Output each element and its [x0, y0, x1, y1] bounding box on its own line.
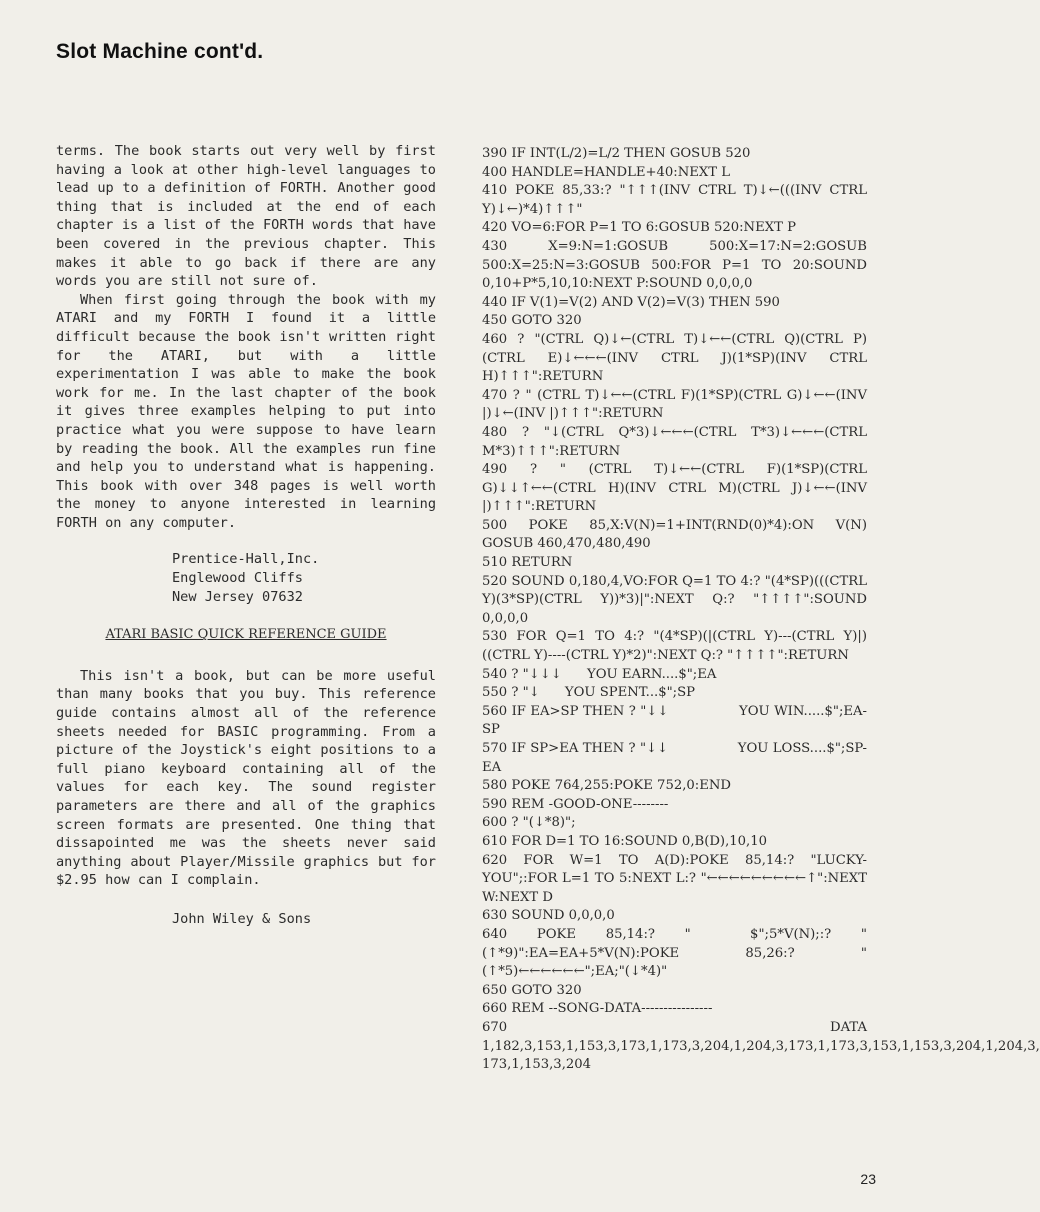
- code-line: 450 GOTO 320: [482, 313, 582, 329]
- publisher-line: Englewood Cliffs: [172, 570, 303, 587]
- publisher-address: [172, 550, 436, 606]
- review-paragraph: When first going through the book with my ATARI and my FORTH I found it a little difficult because the book isn't written right for the ATARI, but with a little experimentation I was able to make the book work for me. In the last chapter of the book it gives three examples helping to put into practice what you were suppose to have learn by reading the book. All the examples run fine and help you to understand what is happening. This book with over 348 pages is well worth the money to anyone interested in learning FORTH on any computer.: [56, 291, 436, 531]
- code-line: 650 GOTO 320: [482, 982, 582, 998]
- code-line: 560 IF EA>SP THEN ? "↓↓ YOU WIN.....$";EA-SP: [482, 703, 867, 738]
- code-line: 600 ? "(↓*8)";: [482, 815, 576, 831]
- code-line: 570 IF SP>EA THEN ? "↓↓ YOU LOSS....$";SP-EA: [482, 741, 867, 775]
- review-paragraph: terms. The book starts out very well by first having a look at other high-level languages to lead up to a definition of FORTH. Another good thing that is included at the end of each chapter is a list of the FORTH words that have been covered in the previous chapter. This makes it able to go back if there are any words you are still not sure of.: [56, 143, 436, 290]
- page-number: 23: [860, 1171, 876, 1187]
- code-line: 640 POKE 85,14:? " $";5*V(N);:? "(↑*9)":EA=EA+5*V(N):POKE 85,26:? "(↑*5)←←←←←←";EA;"(↓*4)": [482, 926, 867, 980]
- code-line: 470 ? " (CTRL T)↓←←(CTRL F)(1*SP)(CTRL G)↓←←(INV |)↓←(INV |)↑↑↑":RETURN: [482, 387, 872, 422]
- code-line: 420 VO=6:FOR P=1 TO 6:GOSUB 520:NEXT P: [482, 220, 796, 236]
- publisher-line: New Jersey 07632: [172, 588, 303, 605]
- code-line: 390 IF INT(L/2)=L/2 THEN GOSUB 520: [482, 146, 751, 161]
- code-line: 540 ? "↓↓↓ YOU EARN....$";EA: [482, 666, 717, 682]
- code-line: 550 ? "↓ YOU SPENT...$";SP: [482, 685, 696, 701]
- code-line: 530 FOR Q=1 TO 4:? "(4*SP)(|(CTRL Y)---(CTRL Y)|)((CTRL Y)----(CTRL Y)*2)":NEXT Q:? "↑↑↑↑":RETURN: [482, 629, 867, 664]
- code-line: 410 POKE 85,33:? "↑↑↑(INV CTRL T)↓←(((INV CTRL Y)↓←)*4)↑↑↑": [482, 183, 872, 217]
- publisher-line: Prentice-Hall,Inc.: [172, 551, 320, 568]
- guide-publisher: John Wiley & Sons: [172, 910, 312, 927]
- page-title: Slot Machine cont'd.: [56, 40, 264, 63]
- section-heading: ATARI BASIC QUICK REFERENCE GUIDE: [105, 627, 387, 643]
- code-line: 430 X=9:N=1:GOSUB 500:X=17:N=2:GOSUB 500:X=25:N=3:GOSUB 500:FOR P=1 TO 20:SOUND 0,10+P*5,10,10:NEXT P:SOUND 0,0,0,0: [482, 238, 872, 292]
- code-line: 660 REM --SONG-DATA----------------: [482, 1001, 713, 1017]
- code-line: 670 DATA 1,182,3,153,1,153,3,173,1,173,3,204,1,204,3,173,1,173,3,153,1,153,3,204,1,204,3, 173,1,153,3,204: [482, 1019, 1040, 1073]
- review-column: [56, 142, 436, 929]
- code-line: 590 REM -GOOD-ONE--------: [482, 796, 669, 812]
- code-line: 440 IF V(1)=V(2) AND V(2)=V(3) THEN 590: [482, 294, 780, 310]
- code-line: 620 FOR W=1 TO A(D):POKE 85,14:? "LUCKY-YOU";:FOR L=1 TO 5:NEXT L:? "←←←←←←←←←↑":NEXT W:NEXT D: [482, 852, 872, 905]
- code-line: 460 ? "(CTRL Q)↓←(CTRL T)↓←←(CTRL Q)(CTRL P)(CTRL E)↓←←←(INV CTRL J)(1*SP)(INV CTRL H)↑↑↑":RETURN: [482, 331, 872, 385]
- code-line: 630 SOUND 0,0,0,0: [482, 908, 615, 924]
- code-line: 510 RETURN: [482, 555, 573, 571]
- code-line: 480 ? "↓(CTRL Q*3)↓←←←(CTRL T*3)↓←←←(CTRL M*3)↑↑↑":RETURN: [482, 424, 872, 459]
- code-line: 490 ? " (CTRL T)↓←←(CTRL F)(1*SP)(CTRL G)↓↓↑←←(CTRL H)(INV CTRL M)(CTRL J)↓←←(INV |)↑↑↑":RETURN: [482, 462, 872, 515]
- code-line: 520 SOUND 0,180,4,VO:FOR Q=1 TO 4:? "(4*SP)(((CTRL Y)(3*SP)(CTRL Y))*3)|":NEXT Q:? "↑↑↑↑":SOUND 0,0,0,0: [482, 573, 872, 626]
- code-line: 400 HANDLE=HANDLE+40:NEXT L: [482, 164, 731, 180]
- code-line: 610 FOR D=1 TO 16:SOUND 0,B(D),10,10: [482, 833, 768, 849]
- guide-paragraph: This isn't a book, but can be more useful than many books that you buy. This reference guide contains almost all of the reference sheets needed for BASIC programming. From a picture of the Joystick's eight positions to a full piano keyboard containing all of the values for each key. The sound register parameters are there and all of the graphics screen formats are presented. One thing that dissapointed me was the sheets never said anything about Player/Missile graphics but for $2.95 how can I complain.: [56, 667, 436, 889]
- program-listing: [482, 145, 1040, 1075]
- code-line: 500 POKE 85,X:V(N)=1+INT(RND(0)*4):ON V(N) GOSUB 460,470,480,490: [482, 517, 872, 552]
- code-line: 580 POKE 764,255:POKE 752,0:END: [482, 778, 731, 794]
